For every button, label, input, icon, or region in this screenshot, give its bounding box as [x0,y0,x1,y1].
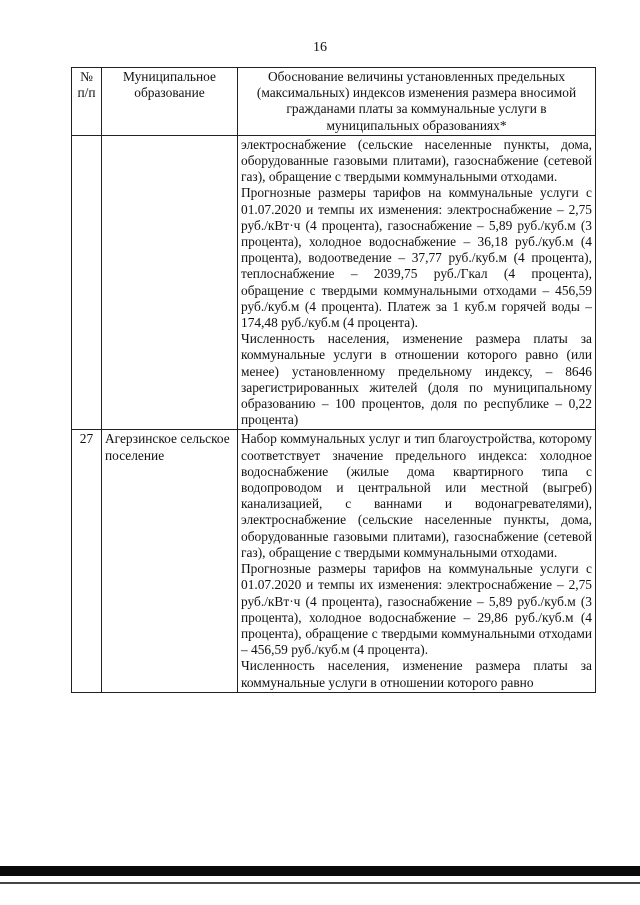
header-number: № п/п [72,68,102,136]
header-municipality: Муниципальное образование [102,68,238,136]
header-justification: Обоснование величины установленных предельных (максимальных) индексов изменения размера вносимой гражданами платы за коммунальные услуги в муниципальных образованиях* [238,68,596,136]
justification-paragraph: Прогнозные размеры тарифов на коммунальные услуги с 01.07.2020 и темпы их изменения: электроснабжение – 2,75 руб./кВт·ч (4 процента), газоснабжение – 5,89 руб./куб.м (3 процента), холодное водоснабжение – 29,86 руб./куб.м (4 процента), обращение с твердыми коммунальными отходами – 456,59 руб./куб.м (4 процента). [241,561,592,658]
justification-paragraph: Прогнозные размеры тарифов на коммунальные услуги с 01.07.2020 и темпы их изменения: электроснабжение – 2,75 руб./кВт·ч (4 процента), газоснабжение – 5,89 руб./куб.м (3 процента), холодное водоснабжение – 36,18 руб./куб.м (4 процента), водоотведение – 37,77 руб./куб.м (4 процента), теплоснабжение – 2039,75 руб./Гкал (4 процента), обращение с твердыми коммунальными отходами – 456,59 руб./куб.м (4 процента). Платеж за 1 куб.м горячей воды – 174,48 руб./куб.м (4 процента). [241,185,592,331]
scan-edge-rule [0,882,640,884]
table-row [72,135,596,430]
index-justification-table [71,67,596,693]
row-number [72,135,102,430]
scan-edge-bar [0,866,640,876]
justification-paragraph: электроснабжение (сельские населенные пункты, дома, оборудованные газовыми плитами), газоснабжение (сетевой газ), обращение с твердыми коммунальными отходами. [241,136,592,185]
row-municipality [102,135,238,430]
table-row [72,430,596,692]
justification-paragraph: Набор коммунальных услуг и тип благоустройства, которому соответствует значение предельного индекса: холодное водоснабжение (жилые дома квартирного типа с водопроводом и центральной или местной (выгреб) канализацией, с ваннами и водонагревателями), электроснабжение (сельские населенные пункты, дома, оборудованные газовыми плитами), газоснабжение (сетевой газ), обращение с твердыми коммунальными отходами. [241,431,592,560]
justification-paragraph: Численность населения, изменение размера платы за коммунальные услуги в отношении которого равно [241,658,592,690]
row-justification [238,135,596,430]
table-header-row [72,68,596,136]
row-municipality: Агерзинское сельское поселение [102,430,238,692]
row-number: 27 [72,430,102,692]
page-number: 16 [313,40,327,55]
row-justification [238,430,596,692]
justification-paragraph: Численность населения, изменение размера платы за коммунальные услуги в отношении которого равно (или менее) установленному предельному индексу, – 8646 зарегистрированных жителей (доля по муниципальному образованию – 100 процентов, доля по республике – 0,22 процента) [241,331,592,428]
